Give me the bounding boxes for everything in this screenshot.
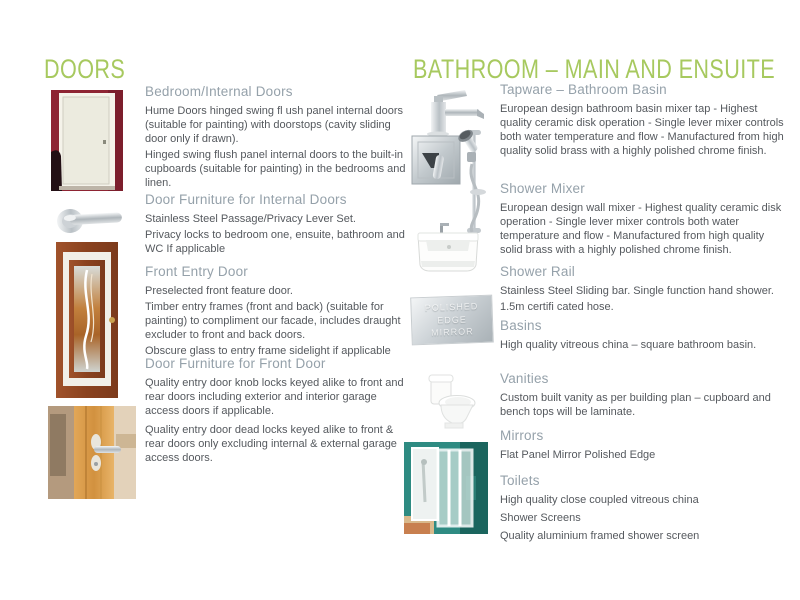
section-heading: Door Furniture for Internal Doors — [145, 192, 347, 207]
section-paragraph: Quality entry door dead locks keyed alike to front & rear doors only excluding internal & external garage access doors. — [145, 424, 397, 465]
section-paragraph: 1.5m certifi cated hose. — [500, 301, 614, 314]
section-paragraph: Stainless Steel Sliding bar. Single function hand shower. — [500, 285, 774, 297]
section-heading: Front Entry Door — [145, 264, 248, 279]
section-tapware-bathroom-basin — [500, 82, 785, 160]
section-bedroom-internal-doors — [145, 84, 413, 192]
section-heading: Tapware – Bathroom Basin — [500, 82, 667, 97]
internal-door-photo — [48, 90, 126, 196]
bathroom-title: BATHROOM – MAIN AND ENSUITE — [413, 54, 776, 84]
section-paragraph: Custom built vanity as per building plan – cupboard and bench tops will be laminate. — [500, 392, 771, 419]
section-paragraph: Preselected front feature door. — [145, 285, 293, 297]
toilet-photo — [423, 370, 483, 430]
section-paragraph: High quality close coupled vitreous china — [500, 494, 699, 506]
section-heading: Basins — [500, 318, 542, 333]
section-paragraph: Quality entry door knob locks keyed alike to front and rear doors including exterior and interior garage access doors if applicable. — [145, 377, 404, 418]
section-shower-rail — [500, 264, 785, 316]
shower-rail-photo — [447, 128, 497, 236]
section-paragraph: Hinged swing flush panel internal doors to the built-in cupboards (suitable for painting) in the bedrooms and linen. — [145, 149, 406, 190]
mirror-watermark-label: POLISHED EDGE MIRROR — [424, 301, 479, 339]
section-heading: Vanities — [500, 371, 549, 386]
lever-handle-photo — [46, 203, 130, 239]
section-heading: Door Furniture for Front Door — [145, 356, 326, 371]
section-door-furniture-internal — [145, 192, 413, 258]
shower-screen-photo — [404, 442, 488, 534]
section-mirrors — [500, 428, 785, 464]
mirror-photo — [410, 295, 494, 346]
section-heading: Toilets — [500, 473, 540, 488]
section-heading: Shower Rail — [500, 264, 575, 279]
section-toilets — [500, 473, 785, 545]
section-paragraph: Shower Screens — [500, 512, 581, 525]
section-paragraph: High quality vitreous china – square bathroom basin. — [500, 339, 757, 351]
section-vanities — [500, 371, 785, 421]
section-heading: Bedroom/Internal Doors — [145, 84, 293, 99]
square-basin-photo — [412, 221, 484, 273]
section-front-entry-door — [145, 264, 413, 360]
door-handle-closeup-photo — [48, 406, 136, 499]
section-heading: Shower Mixer — [500, 181, 585, 196]
section-paragraph: Stainless Steel Passage/Privacy Lever Set. — [145, 213, 356, 225]
section-paragraph: Obscure glass to entry frame sidelight if applicable — [145, 345, 391, 358]
section-heading: Mirrors — [500, 428, 544, 443]
doors-title: DOORS — [44, 54, 126, 84]
section-shower-mixer — [500, 181, 785, 259]
section-basins — [500, 318, 785, 354]
section-paragraph: European design bathroom basin mixer tap - Highest quality ceramic disk operation - Single lever mixer controls both water temperature and flow - Manufactured from high quality solid brass with a highly polished chrome finish. — [500, 103, 784, 158]
section-paragraph: Timber entry frames (front and back) (suitable for painting) to compliment our facade, includes draught excluder to front and back doors. — [145, 301, 401, 342]
section-paragraph: Flat Panel Mirror Polished Edge — [500, 449, 656, 461]
front-entry-door-photo — [48, 240, 126, 401]
section-paragraph: Quality aluminium framed shower screen — [500, 530, 700, 543]
section-paragraph: European design wall mixer - Highest quality ceramic disk operation - Single lever mixer controls both water temperature and flow - Manufactured from high quality solid brass with a highly polished chrome finish. — [500, 202, 782, 257]
section-paragraph: Privacy locks to bedroom one, ensuite, bathroom and WC If applicable — [145, 229, 405, 256]
section-door-furniture-front — [145, 356, 413, 467]
section-paragraph: Hume Doors hinged swing fl ush panel internal doors (suitable for painting) with doorstops (cavity sliding door only if drawn). — [145, 105, 404, 146]
